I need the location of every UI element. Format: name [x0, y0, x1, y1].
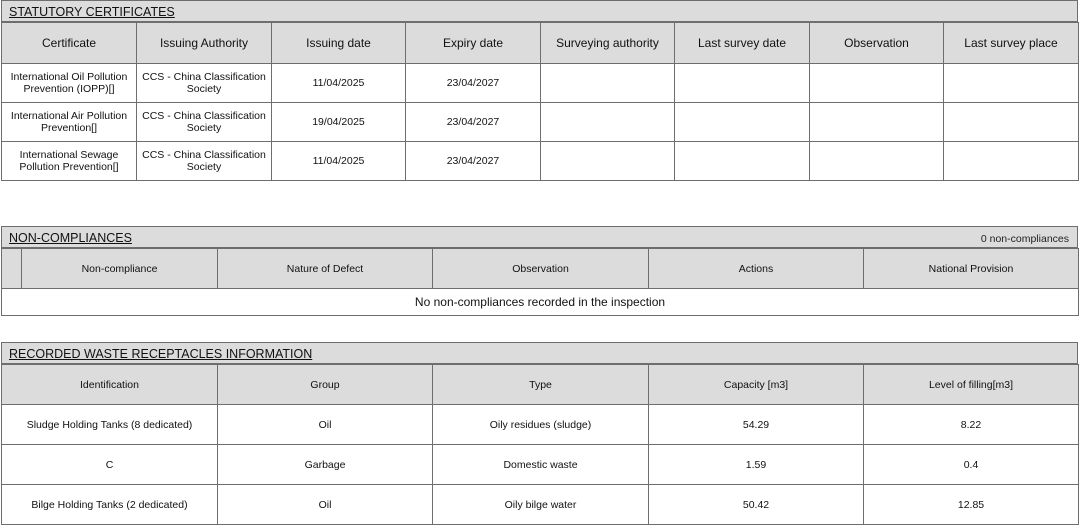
table-header-row: [2, 23, 1079, 64]
issuing-authority-cell: CCS - China Classification Society: [137, 64, 272, 103]
column-header: Capacity [m3]: [649, 365, 864, 405]
column-header: Observation: [433, 249, 649, 289]
level-of-filling-cell: 12.85: [864, 485, 1079, 525]
column-header: Non-compliance: [22, 249, 218, 289]
capacity-cell: 50.42: [649, 485, 864, 525]
waste-receptacles-table: [1, 364, 1079, 525]
certificate-cell: International Air Pollution Prevention[]: [2, 103, 137, 142]
statutory-certificates-header: [1, 0, 1078, 22]
column-header: Last survey place: [944, 23, 1079, 64]
statutory-certificates-section: [1, 0, 1078, 181]
last-survey-date-cell: [675, 103, 810, 142]
column-header: Expiry date: [406, 23, 541, 64]
column-header: Actions: [649, 249, 864, 289]
type-cell: Oily residues (sludge): [433, 405, 649, 445]
column-header: Last survey date: [675, 23, 810, 64]
group-cell: Oil: [218, 405, 433, 445]
column-header: Group: [218, 365, 433, 405]
identification-cell: Sludge Holding Tanks (8 dedicated): [2, 405, 218, 445]
issuing-date-cell: 19/04/2025: [272, 103, 406, 142]
issuing-date-cell: 11/04/2025: [272, 64, 406, 103]
type-cell: Oily bilge water: [433, 485, 649, 525]
expiry-date-cell: 23/04/2027: [406, 142, 541, 181]
column-header: Type: [433, 365, 649, 405]
group-cell: Garbage: [218, 445, 433, 485]
issuing-authority-cell: CCS - China Classification Society: [137, 142, 272, 181]
table-row: [2, 103, 1079, 142]
column-header: Identification: [2, 365, 218, 405]
surveying-authority-cell: [541, 64, 675, 103]
group-cell: Oil: [218, 485, 433, 525]
non-compliances-header: [1, 226, 1078, 248]
issuing-date-cell: 11/04/2025: [272, 142, 406, 181]
non-compliances-section: [1, 226, 1078, 316]
certificate-cell: International Oil Pollution Prevention (IOPP)[]: [2, 64, 137, 103]
non-compliances-table: [1, 248, 1079, 316]
table-row: [2, 485, 1079, 525]
type-cell: Domestic waste: [433, 445, 649, 485]
surveying-authority-cell: [541, 103, 675, 142]
column-header: Observation: [810, 23, 944, 64]
section-title: STATUTORY CERTIFICATES: [9, 5, 175, 19]
last-survey-place-cell: [944, 142, 1079, 181]
table-row: [2, 405, 1079, 445]
empty-state-message: No non-compliances recorded in the inspection: [2, 289, 1079, 316]
column-header: Level of filling[m3]: [864, 365, 1079, 405]
section-title: RECORDED WASTE RECEPTACLES INFORMATION: [9, 347, 313, 361]
expiry-date-cell: 23/04/2027: [406, 64, 541, 103]
section-title: NON-COMPLIANCES: [9, 231, 132, 245]
last-survey-place-cell: [944, 64, 1079, 103]
non-compliance-count: 0 non-compliances: [980, 233, 1069, 245]
last-survey-place-cell: [944, 103, 1079, 142]
column-header: Certificate: [2, 23, 137, 64]
identification-cell: C: [2, 445, 218, 485]
observation-cell: [810, 142, 944, 181]
surveying-authority-cell: [541, 142, 675, 181]
column-header: Issuing date: [272, 23, 406, 64]
observation-cell: [810, 64, 944, 103]
expiry-date-cell: 23/04/2027: [406, 103, 541, 142]
column-header: Nature of Defect: [218, 249, 433, 289]
column-header: Issuing Authority: [137, 23, 272, 64]
observation-cell: [810, 103, 944, 142]
statutory-certificates-table: [1, 22, 1079, 181]
capacity-cell: 54.29: [649, 405, 864, 445]
table-row: [2, 64, 1079, 103]
table-header-row: [2, 249, 1079, 289]
capacity-cell: 1.59: [649, 445, 864, 485]
table-row: [2, 289, 1079, 316]
column-header: Surveying authority: [541, 23, 675, 64]
column-header: National Provision: [864, 249, 1079, 289]
last-survey-date-cell: [675, 64, 810, 103]
certificate-cell: International Sewage Pollution Prevention[]: [2, 142, 137, 181]
selector-column-header: [2, 249, 22, 289]
table-row: [2, 445, 1079, 485]
waste-receptacles-header: [1, 342, 1078, 364]
table-row: [2, 142, 1079, 181]
waste-receptacles-section: [1, 342, 1078, 525]
level-of-filling-cell: 0.4: [864, 445, 1079, 485]
identification-cell: Bilge Holding Tanks (2 dedicated): [2, 485, 218, 525]
last-survey-date-cell: [675, 142, 810, 181]
table-header-row: [2, 365, 1079, 405]
level-of-filling-cell: 8.22: [864, 405, 1079, 445]
issuing-authority-cell: CCS - China Classification Society: [137, 103, 272, 142]
